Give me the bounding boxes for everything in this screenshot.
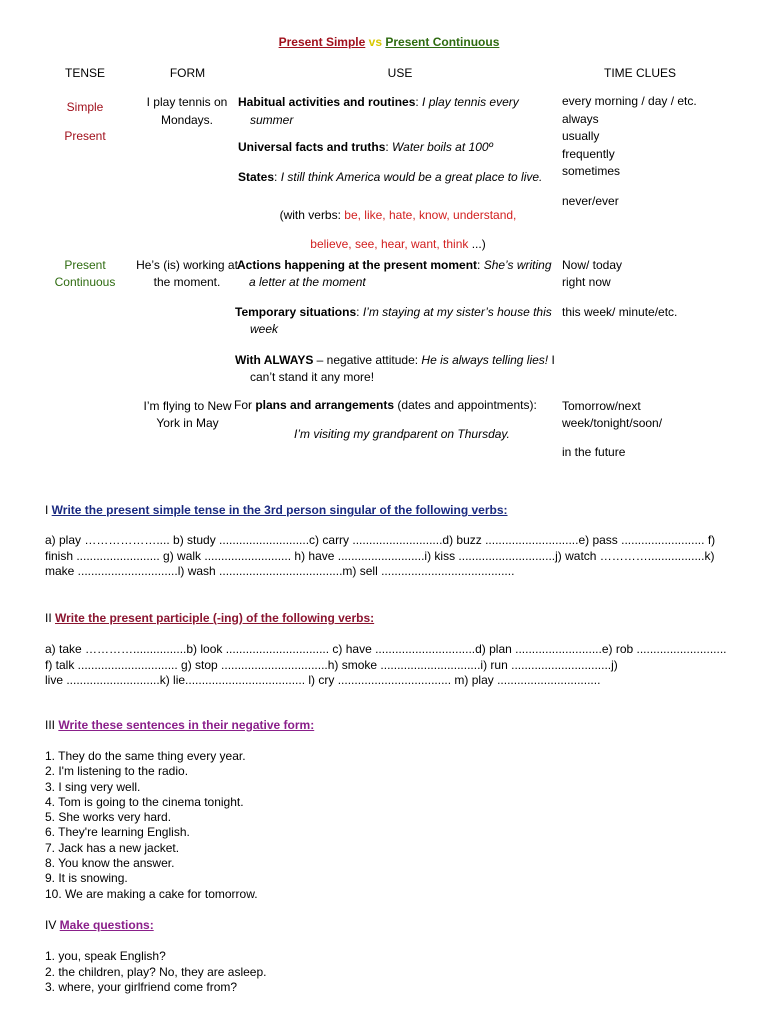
stative-verbs-list-1: be, like, hate, know, understand, bbox=[344, 208, 517, 222]
form-continuous-2-line1: I’m flying to New bbox=[143, 399, 232, 413]
page-title bbox=[0, 35, 768, 51]
exercise-3-title: Write these sentences in their negative form: bbox=[58, 718, 315, 732]
list-item: 10. We are making a cake for tomorrow. bbox=[45, 886, 258, 901]
use-universal-sep: : bbox=[385, 140, 393, 154]
use-always-desc: – negative attitude: bbox=[313, 353, 422, 367]
exercise-2-line: a) take …………................b) look ............................... c) have ..............................d) plan ..........................e) rob ........................... bbox=[45, 642, 727, 656]
use-states bbox=[238, 170, 542, 186]
use-temporary-sep: : bbox=[356, 305, 363, 319]
time-clue: sometimes bbox=[562, 164, 621, 179]
use-habitual-example-cont: summer bbox=[250, 113, 294, 127]
tense-simple-line2: Present bbox=[64, 129, 106, 143]
header-tense: TENSE bbox=[64, 66, 105, 80]
use-states-sep: : bbox=[274, 170, 281, 184]
use-habitual-example: I play tennis every bbox=[422, 95, 519, 109]
list-item: 1. They do the same thing every year. bbox=[45, 749, 246, 763]
exercise-2-title: Write the present participle (-ing) of the following verbs: bbox=[55, 611, 375, 625]
exercise-3-list bbox=[45, 749, 258, 902]
list-item: 3. I sing very well. bbox=[45, 779, 141, 794]
time-clues-continuous-3 bbox=[562, 398, 662, 432]
use-present-moment-label: Actions happening at the present moment bbox=[237, 258, 478, 272]
time-clue-never-ever: never/ever bbox=[562, 194, 619, 208]
list-item: 1. you, speak English? bbox=[45, 949, 166, 963]
stative-verbs-prefix: (with verbs: bbox=[279, 208, 345, 222]
time-clue-future: in the future bbox=[562, 445, 626, 459]
time-clues-simple bbox=[562, 93, 697, 181]
use-temporary-example-cont: week bbox=[250, 322, 279, 336]
list-item: 5. She works very hard. bbox=[45, 810, 172, 825]
tense-simple-line1: Simple bbox=[66, 100, 104, 114]
use-habitual-sep: : bbox=[415, 95, 423, 109]
title-vs: vs bbox=[368, 35, 383, 49]
time-clue: always bbox=[562, 111, 599, 126]
exercise-1-heading bbox=[45, 503, 508, 519]
exercise-2-line: f) talk .............................. g) stop ................................h) smoke ..............................i) run ..............................j) bbox=[45, 657, 618, 672]
time-clue: usually bbox=[562, 129, 600, 144]
use-plans-desc: (dates and appointments): bbox=[394, 398, 537, 412]
time-clue: Now/ today bbox=[562, 258, 623, 272]
use-always-example: He is always telling lies! bbox=[421, 353, 549, 367]
stative-verbs-list-2: believe, see, hear, want, think bbox=[310, 237, 469, 251]
time-clue: right now bbox=[562, 275, 611, 289]
tense-continuous-line2: Continuous bbox=[54, 275, 116, 289]
exercise-1-line: finish ......................... g) walk .......................... h) have ..........................i) kiss .............................j) watch ………….................k) bbox=[45, 548, 715, 563]
tense-present-continuous bbox=[40, 257, 130, 291]
header-time-clues: TIME CLUES bbox=[603, 66, 676, 80]
use-temporary-label: Temporary situations bbox=[235, 305, 357, 319]
list-item: 6. They're learning English. bbox=[45, 825, 190, 840]
exercise-2-heading bbox=[45, 611, 374, 627]
exercise-1-number: I bbox=[45, 503, 52, 517]
use-present-moment bbox=[237, 257, 557, 291]
exercise-2-line: live ............................k) lie.................................... l) cry .................................. m) play ............................... bbox=[45, 673, 601, 687]
form-continuous-2-line2: York in May bbox=[156, 416, 219, 430]
tense-simple-present bbox=[45, 93, 125, 151]
use-temporary-example: I’m staying at my sister’s house this bbox=[362, 305, 552, 319]
form-simple bbox=[137, 93, 237, 129]
use-states-label: States bbox=[238, 170, 275, 184]
list-item: 7. Jack has a new jacket. bbox=[45, 840, 180, 855]
stative-verbs-note bbox=[238, 201, 558, 259]
exercise-3-heading bbox=[45, 718, 314, 734]
use-states-example: I still think America would be a great place to live. bbox=[280, 170, 543, 184]
exercise-1-body bbox=[45, 533, 715, 580]
form-simple-line1: I play tennis on bbox=[146, 95, 228, 109]
use-plans-prefix: For bbox=[234, 398, 256, 412]
stative-verbs-suffix: ...) bbox=[468, 237, 486, 251]
form-continuous-1-line2: the moment. bbox=[153, 275, 221, 289]
exercise-2-number: II bbox=[45, 611, 56, 625]
time-clue: Tomorrow/next bbox=[562, 399, 641, 413]
use-present-moment-sep: : bbox=[477, 258, 484, 272]
exercise-4-heading bbox=[45, 918, 154, 934]
use-plans-example: I’m visiting my grandparent on Thursday. bbox=[294, 427, 510, 441]
use-present-moment-example: She’s writing bbox=[483, 258, 552, 272]
use-always bbox=[235, 352, 555, 386]
use-habitual bbox=[238, 93, 553, 129]
title-present-simple: Present Simple bbox=[278, 35, 366, 49]
exercise-3-number: III bbox=[45, 718, 59, 732]
use-always-tail: I bbox=[548, 353, 555, 367]
use-universal bbox=[238, 140, 493, 156]
time-clue: frequently bbox=[562, 146, 615, 161]
tense-continuous-line1: Present bbox=[64, 258, 106, 272]
form-simple-line2: Mondays. bbox=[160, 113, 214, 127]
time-clue-this-week: this week/ minute/etc. bbox=[562, 305, 678, 319]
exercise-4-title: Make questions: bbox=[59, 918, 154, 932]
list-item: 9. It is snowing. bbox=[45, 871, 128, 886]
time-clues-continuous-1 bbox=[562, 257, 622, 291]
use-always-label: With ALWAYS bbox=[235, 353, 314, 367]
exercise-1-line: make ..............................l) wash .....................................m) sell ........................................ bbox=[45, 564, 515, 578]
header-use: USE bbox=[387, 66, 413, 80]
list-item: 2. I'm listening to the radio. bbox=[45, 764, 189, 779]
title-present-continuous: Present Continuous bbox=[385, 35, 500, 49]
use-universal-label: Universal facts and truths bbox=[238, 140, 386, 154]
time-clue: week/tonight/soon/ bbox=[562, 416, 663, 430]
list-item: 2. the children, play? No, they are asleep. bbox=[45, 964, 267, 979]
exercise-4-list bbox=[45, 949, 266, 996]
header-form: FORM bbox=[169, 66, 206, 80]
list-item: 8. You know the answer. bbox=[45, 856, 175, 871]
exercise-1-line: a) play ……………….... b) study ...........................c) carry ...........................d) buzz ............................e) pass ......................... f) bbox=[45, 533, 716, 547]
use-universal-example: Water boils at 100º bbox=[392, 140, 493, 154]
time-clue: every morning / day / etc. bbox=[562, 94, 697, 108]
form-continuous-1 bbox=[133, 257, 241, 291]
exercise-4-number: IV bbox=[45, 918, 60, 932]
exercise-2-body bbox=[45, 642, 727, 689]
use-plans-label: plans and arrangements bbox=[255, 398, 395, 412]
list-item: 3. where, your girlfriend come from? bbox=[45, 980, 238, 994]
use-habitual-label: Habitual activities and routines bbox=[238, 95, 416, 109]
use-plans bbox=[234, 398, 537, 414]
list-item: 4. Tom is going to the cinema tonight. bbox=[45, 794, 244, 809]
form-continuous-1-line1: He’s (is) working at bbox=[136, 258, 238, 272]
form-continuous-2 bbox=[135, 398, 240, 432]
use-present-moment-example-cont: a letter at the moment bbox=[249, 275, 366, 289]
exercise-1-title: Write the present simple tense in the 3rd person singular of the following verbs: bbox=[51, 503, 508, 517]
use-temporary bbox=[235, 304, 555, 338]
use-always-tail-cont: can’t stand it any more! bbox=[250, 370, 375, 384]
